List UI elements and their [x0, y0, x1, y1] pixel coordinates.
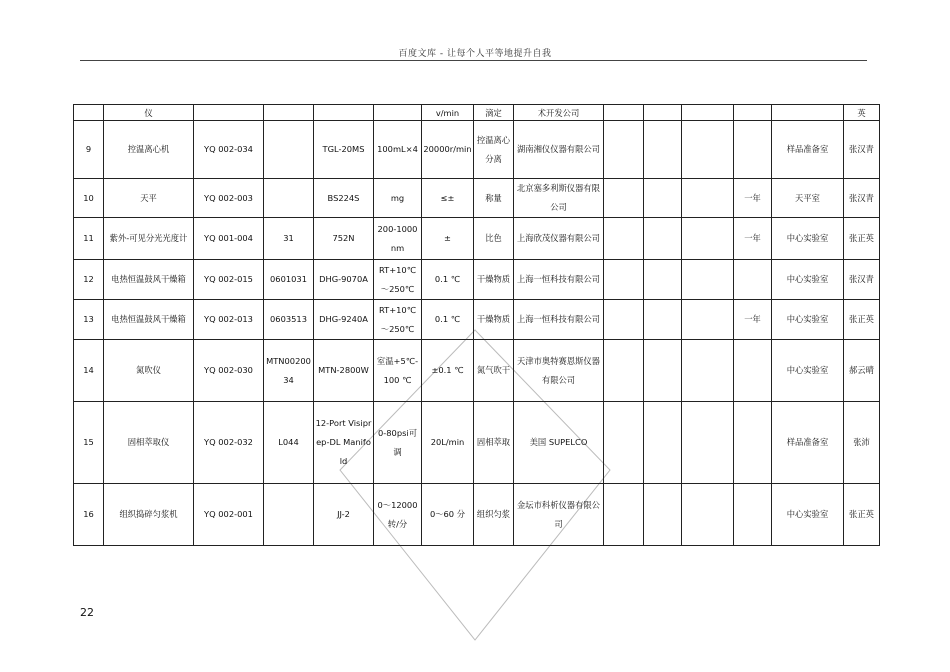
table-cell	[682, 105, 734, 121]
table-cell: 电热恒温鼓风干燥箱	[104, 260, 194, 300]
page-header-title: 百度文库 - 让每个人平等地提升自我	[398, 49, 552, 59]
table-cell: ≤±	[422, 179, 474, 218]
table-cell: 紫外-可见分光光度计	[104, 218, 194, 260]
table-cell: 0.1 ℃	[422, 260, 474, 300]
table-cell: YQ 002-030	[194, 340, 264, 402]
table-cell: 中心实验室	[772, 218, 844, 260]
table-cell: 样品准备室	[772, 402, 844, 484]
table-cell	[644, 340, 682, 402]
table-cell: 张汉青	[844, 179, 880, 218]
table-cell: 比色	[474, 218, 514, 260]
table-cell	[604, 179, 644, 218]
table-cell: 称量	[474, 179, 514, 218]
table-cell: 英	[844, 105, 880, 121]
table-cell	[682, 340, 734, 402]
table-cell: 一年	[734, 300, 772, 340]
table-cell: 样品准备室	[772, 121, 844, 179]
table-cell: 0～60 分	[422, 484, 474, 546]
table-cell: TGL-20MS	[314, 121, 374, 179]
table-cell: 一年	[734, 218, 772, 260]
table-cell: YQ 002-015	[194, 260, 264, 300]
table-cell	[604, 105, 644, 121]
table-cell	[604, 402, 644, 484]
table-cell: 室温+5℃-100 ℃	[374, 340, 422, 402]
table-cell: 术开发公司	[514, 105, 604, 121]
table-cell	[682, 402, 734, 484]
table-cell: MTN-2800W	[314, 340, 374, 402]
table-cell: 天平室	[772, 179, 844, 218]
table-cell: JJ-2	[314, 484, 374, 546]
table-cell: 中心实验室	[772, 300, 844, 340]
table-cell	[682, 484, 734, 546]
table-cell: 一年	[734, 179, 772, 218]
table-cell: DHG-9240A	[314, 300, 374, 340]
table-cell	[644, 402, 682, 484]
table-cell: 11	[74, 218, 104, 260]
table-cell: 14	[74, 340, 104, 402]
table-cell	[734, 484, 772, 546]
table-cell: 组织匀浆	[474, 484, 514, 546]
table-cell: 郝云晴	[844, 340, 880, 402]
table-cell: 200-1000nm	[374, 218, 422, 260]
table-cell: 12	[74, 260, 104, 300]
table-cell: YQ 001-004	[194, 218, 264, 260]
table-cell: 上海欣茂仪器有限公司	[514, 218, 604, 260]
page-number: 22	[80, 606, 94, 619]
table-cell	[374, 105, 422, 121]
table-cell	[682, 121, 734, 179]
table-cell: 13	[74, 300, 104, 340]
table-cell: 电热恒温鼓风干燥箱	[104, 300, 194, 340]
table-cell: ±0.1 ℃	[422, 340, 474, 402]
table-cell: 干燥物质	[474, 260, 514, 300]
table-cell: 美国 SUPELCO	[514, 402, 604, 484]
table-cell: 张正英	[844, 484, 880, 546]
table-cell: BS224S	[314, 179, 374, 218]
table-cell	[734, 340, 772, 402]
table-cell	[604, 484, 644, 546]
table-cell: 张正英	[844, 218, 880, 260]
table-cell: RT+10℃～250℃	[374, 300, 422, 340]
table-cell: 湖南湘仪仪器有限公司	[514, 121, 604, 179]
table-cell: 100mL×4	[374, 121, 422, 179]
table-cell	[604, 218, 644, 260]
table-cell: 金坛市科析仪器有限公司	[514, 484, 604, 546]
table-cell	[734, 121, 772, 179]
table-cell	[734, 402, 772, 484]
table-row	[74, 121, 880, 179]
table-cell: YQ 002-003	[194, 179, 264, 218]
table-cell	[644, 121, 682, 179]
table-cell	[682, 300, 734, 340]
table-cell: 中心实验室	[772, 260, 844, 300]
table-cell	[194, 105, 264, 121]
table-row	[74, 218, 880, 260]
table-cell	[644, 218, 682, 260]
table-cell	[264, 484, 314, 546]
table-cell	[644, 105, 682, 121]
table-row	[74, 300, 880, 340]
table-cell: 张汉青	[844, 121, 880, 179]
table-cell: RT+10℃～250℃	[374, 260, 422, 300]
table-cell: MTN0020034	[264, 340, 314, 402]
table-cell	[604, 121, 644, 179]
table-row	[74, 179, 880, 218]
table-cell	[734, 260, 772, 300]
table-row	[74, 260, 880, 300]
table-cell: 0601031	[264, 260, 314, 300]
table-cell	[644, 484, 682, 546]
table-cell	[264, 105, 314, 121]
table-cell: 张沛	[844, 402, 880, 484]
table-cell	[644, 260, 682, 300]
table-cell: 0603513	[264, 300, 314, 340]
table-cell	[604, 260, 644, 300]
table-cell	[604, 340, 644, 402]
table-cell: 20000r/min	[422, 121, 474, 179]
table-cell	[644, 179, 682, 218]
table-cell	[604, 300, 644, 340]
table-cell	[264, 121, 314, 179]
table-cell: YQ 002-013	[194, 300, 264, 340]
equipment-table	[73, 104, 880, 546]
table-cell: 12-Port Visiprep-DL Manifold	[314, 402, 374, 484]
table-cell: 滴定	[474, 105, 514, 121]
table-cell	[682, 218, 734, 260]
table-cell: L044	[264, 402, 314, 484]
table-cell: 仪	[104, 105, 194, 121]
table-cell: 上海一恒科技有限公司	[514, 260, 604, 300]
table-cell: mg	[374, 179, 422, 218]
table-cell	[734, 105, 772, 121]
table-cell: YQ 002-034	[194, 121, 264, 179]
table-cell	[74, 105, 104, 121]
table-cell	[644, 300, 682, 340]
table-cell: 9	[74, 121, 104, 179]
table-cell: YQ 002-001	[194, 484, 264, 546]
table-cell: 控温离心分离	[474, 121, 514, 179]
table-cell: 20L/min	[422, 402, 474, 484]
table-cell: 固相萃取	[474, 402, 514, 484]
table-header-row	[74, 105, 880, 121]
table-cell: 天津市奥特赛恩斯仪器有限公司	[514, 340, 604, 402]
table-cell: 15	[74, 402, 104, 484]
table-cell: 0～12000转/分	[374, 484, 422, 546]
table-cell: DHG-9070A	[314, 260, 374, 300]
table-cell: 16	[74, 484, 104, 546]
table-cell: 中心实验室	[772, 484, 844, 546]
table-cell: YQ 002-032	[194, 402, 264, 484]
table-cell: 0-80psi可调	[374, 402, 422, 484]
table-cell: 天平	[104, 179, 194, 218]
table-cell: 固相萃取仪	[104, 402, 194, 484]
table-cell	[772, 105, 844, 121]
table-cell	[264, 179, 314, 218]
table-cell: 氮吹仪	[104, 340, 194, 402]
table-cell: 0.1 ℃	[422, 300, 474, 340]
table-cell	[314, 105, 374, 121]
table-row	[74, 402, 880, 484]
table-cell	[682, 179, 734, 218]
table-cell: 张正英	[844, 300, 880, 340]
table-cell: 氮气吹干	[474, 340, 514, 402]
table-cell	[682, 260, 734, 300]
table-cell: 中心实验室	[772, 340, 844, 402]
table-cell: 752N	[314, 218, 374, 260]
table-cell: 组织捣碎匀浆机	[104, 484, 194, 546]
table-cell: ±	[422, 218, 474, 260]
table-cell: 张汉青	[844, 260, 880, 300]
table-row	[74, 484, 880, 546]
table-cell: 控温离心机	[104, 121, 194, 179]
table-cell: v/min	[422, 105, 474, 121]
table-cell: 干燥物质	[474, 300, 514, 340]
table-cell: 31	[264, 218, 314, 260]
table-row	[74, 340, 880, 402]
header-rule	[80, 60, 867, 61]
table-cell: 北京塞多利斯仪器有限公司	[514, 179, 604, 218]
table-cell: 10	[74, 179, 104, 218]
table-cell: 上海一恒科技有限公司	[514, 300, 604, 340]
